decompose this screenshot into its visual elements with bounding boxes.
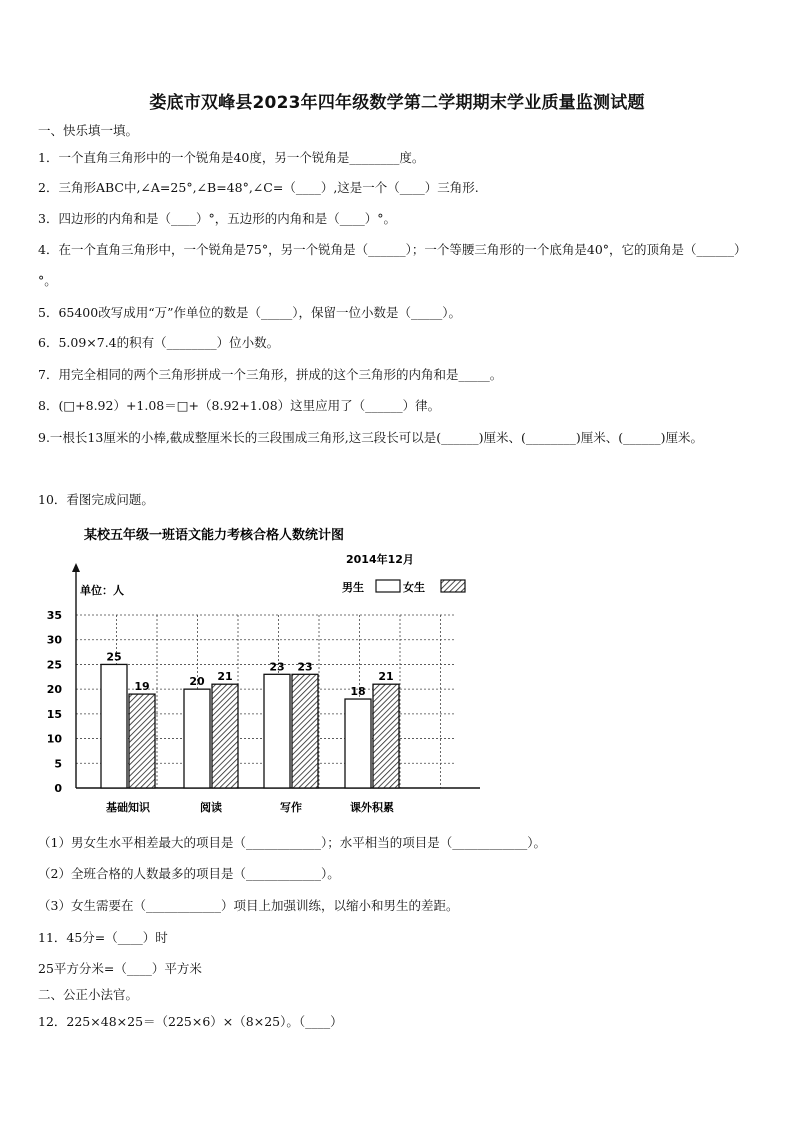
chart-legend [342,580,465,594]
bar-boys [264,674,290,788]
question-1: 1．一个直角三角形中的一个锐角是40度，另一个锐角是________度。 [38,150,425,165]
chart-subtitle: 2014年12月 [346,553,414,566]
question-6: 6．5.09×7.4的积有（________）位小数。 [38,335,280,350]
data-label: 25 [106,650,122,664]
data-label: 20 [189,675,205,689]
x-tick-label: 基础知识 [106,801,150,814]
section-heading-1: 一、快乐填一填。 [38,123,139,138]
bar-boys [101,664,127,788]
data-label: 23 [269,660,285,674]
x-tick-label: 写作 [280,801,302,814]
question-9: 9.一根长13厘米的小棒,截成整厘米长的三段围成三角形,这三段长可以是(______)厘米、(________)厘米、(______)厘米。 [38,430,704,445]
legend-label-girls: 女生 [403,581,425,594]
legend-label-boys: 男生 [342,581,364,594]
bar-girls [292,674,318,788]
bar-boys [345,699,371,788]
y-tick-label: 15 [46,707,62,721]
data-label: 19 [134,680,150,694]
question-7: 7．用完全相同的两个三角形拼成一个三角形，拼成的这个三角形的内角和是_____。 [38,367,503,382]
section-heading-2: 二、公正小法官。 [38,987,139,1002]
question-3: 3．四边形的内角和是（____）°，五边形的内角和是（____）°。 [38,211,396,226]
question-11b: 25平方分米=（____）平方米 [38,961,202,976]
bar-girls [373,684,399,788]
chart-title: 某校五年级一班语文能力考核合格人数统计图 [84,528,345,543]
question-10: 10．看图完成问题。 [38,492,154,507]
question-11a: 11．45分=（____）时 [38,930,168,945]
y-tick-label: 35 [46,609,62,622]
question-10-1: （1）男女生水平相差最大的项目是（____________）；水平相当的项目是（____________）。 [38,835,546,850]
y-tick-label: 25 [46,658,62,672]
y-tick-label: 0 [54,782,62,795]
x-tick-label: 阅读 [200,801,222,814]
y-tick-label: 20 [46,683,62,697]
bar-girls [212,684,238,788]
legend-swatch-boys [376,580,400,592]
y-tick-label: 10 [46,732,62,746]
bar-boys [184,689,210,788]
data-label: 23 [297,660,313,674]
question-4: 4．在一个直角三角形中，一个锐角是75°，另一个锐角是（______）；一个等腰三角形的一个底角是40°，它的顶角是（______）°。 [38,242,747,288]
question-12: 12．225×48×25＝（225×6）×（8×25）。（____） [38,1014,343,1029]
y-axis-arrow [72,563,80,572]
legend-swatch-girls [441,580,465,592]
page-title: 娄底市双峰县2023年四年级数学第二学期期末学业质量监测试题 [149,93,645,113]
question-10-3: （3）女生需要在（____________）项目上加强训练，以缩小和男生的差距。 [38,898,459,913]
data-label: 21 [217,670,233,684]
y-tick-label: 5 [54,757,62,771]
question-2: 2．三角形ABC中,∠A=25°,∠B=48°,∠C=（____）,这是一个（____）三角形. [38,180,479,195]
bar-girls [129,694,155,788]
data-label: 18 [350,685,366,699]
question-8: 8．(□+8.92）+1.08＝□+（8.92+1.08）这里应用了（______）律。 [38,398,441,413]
y-tick-label: 30 [46,633,62,647]
question-5: 5．65400改写成用“万”作单位的数是（_____），保留一位小数是（_____）。 [38,305,461,320]
bar-chart [40,520,480,820]
x-tick-label: 课外积累 [350,801,394,814]
question-10-2: （2）全班合格的人数最多的项目是（____________）。 [38,866,340,881]
data-label: 21 [378,670,394,684]
chart-unit-label: 单位：人 [80,584,124,597]
